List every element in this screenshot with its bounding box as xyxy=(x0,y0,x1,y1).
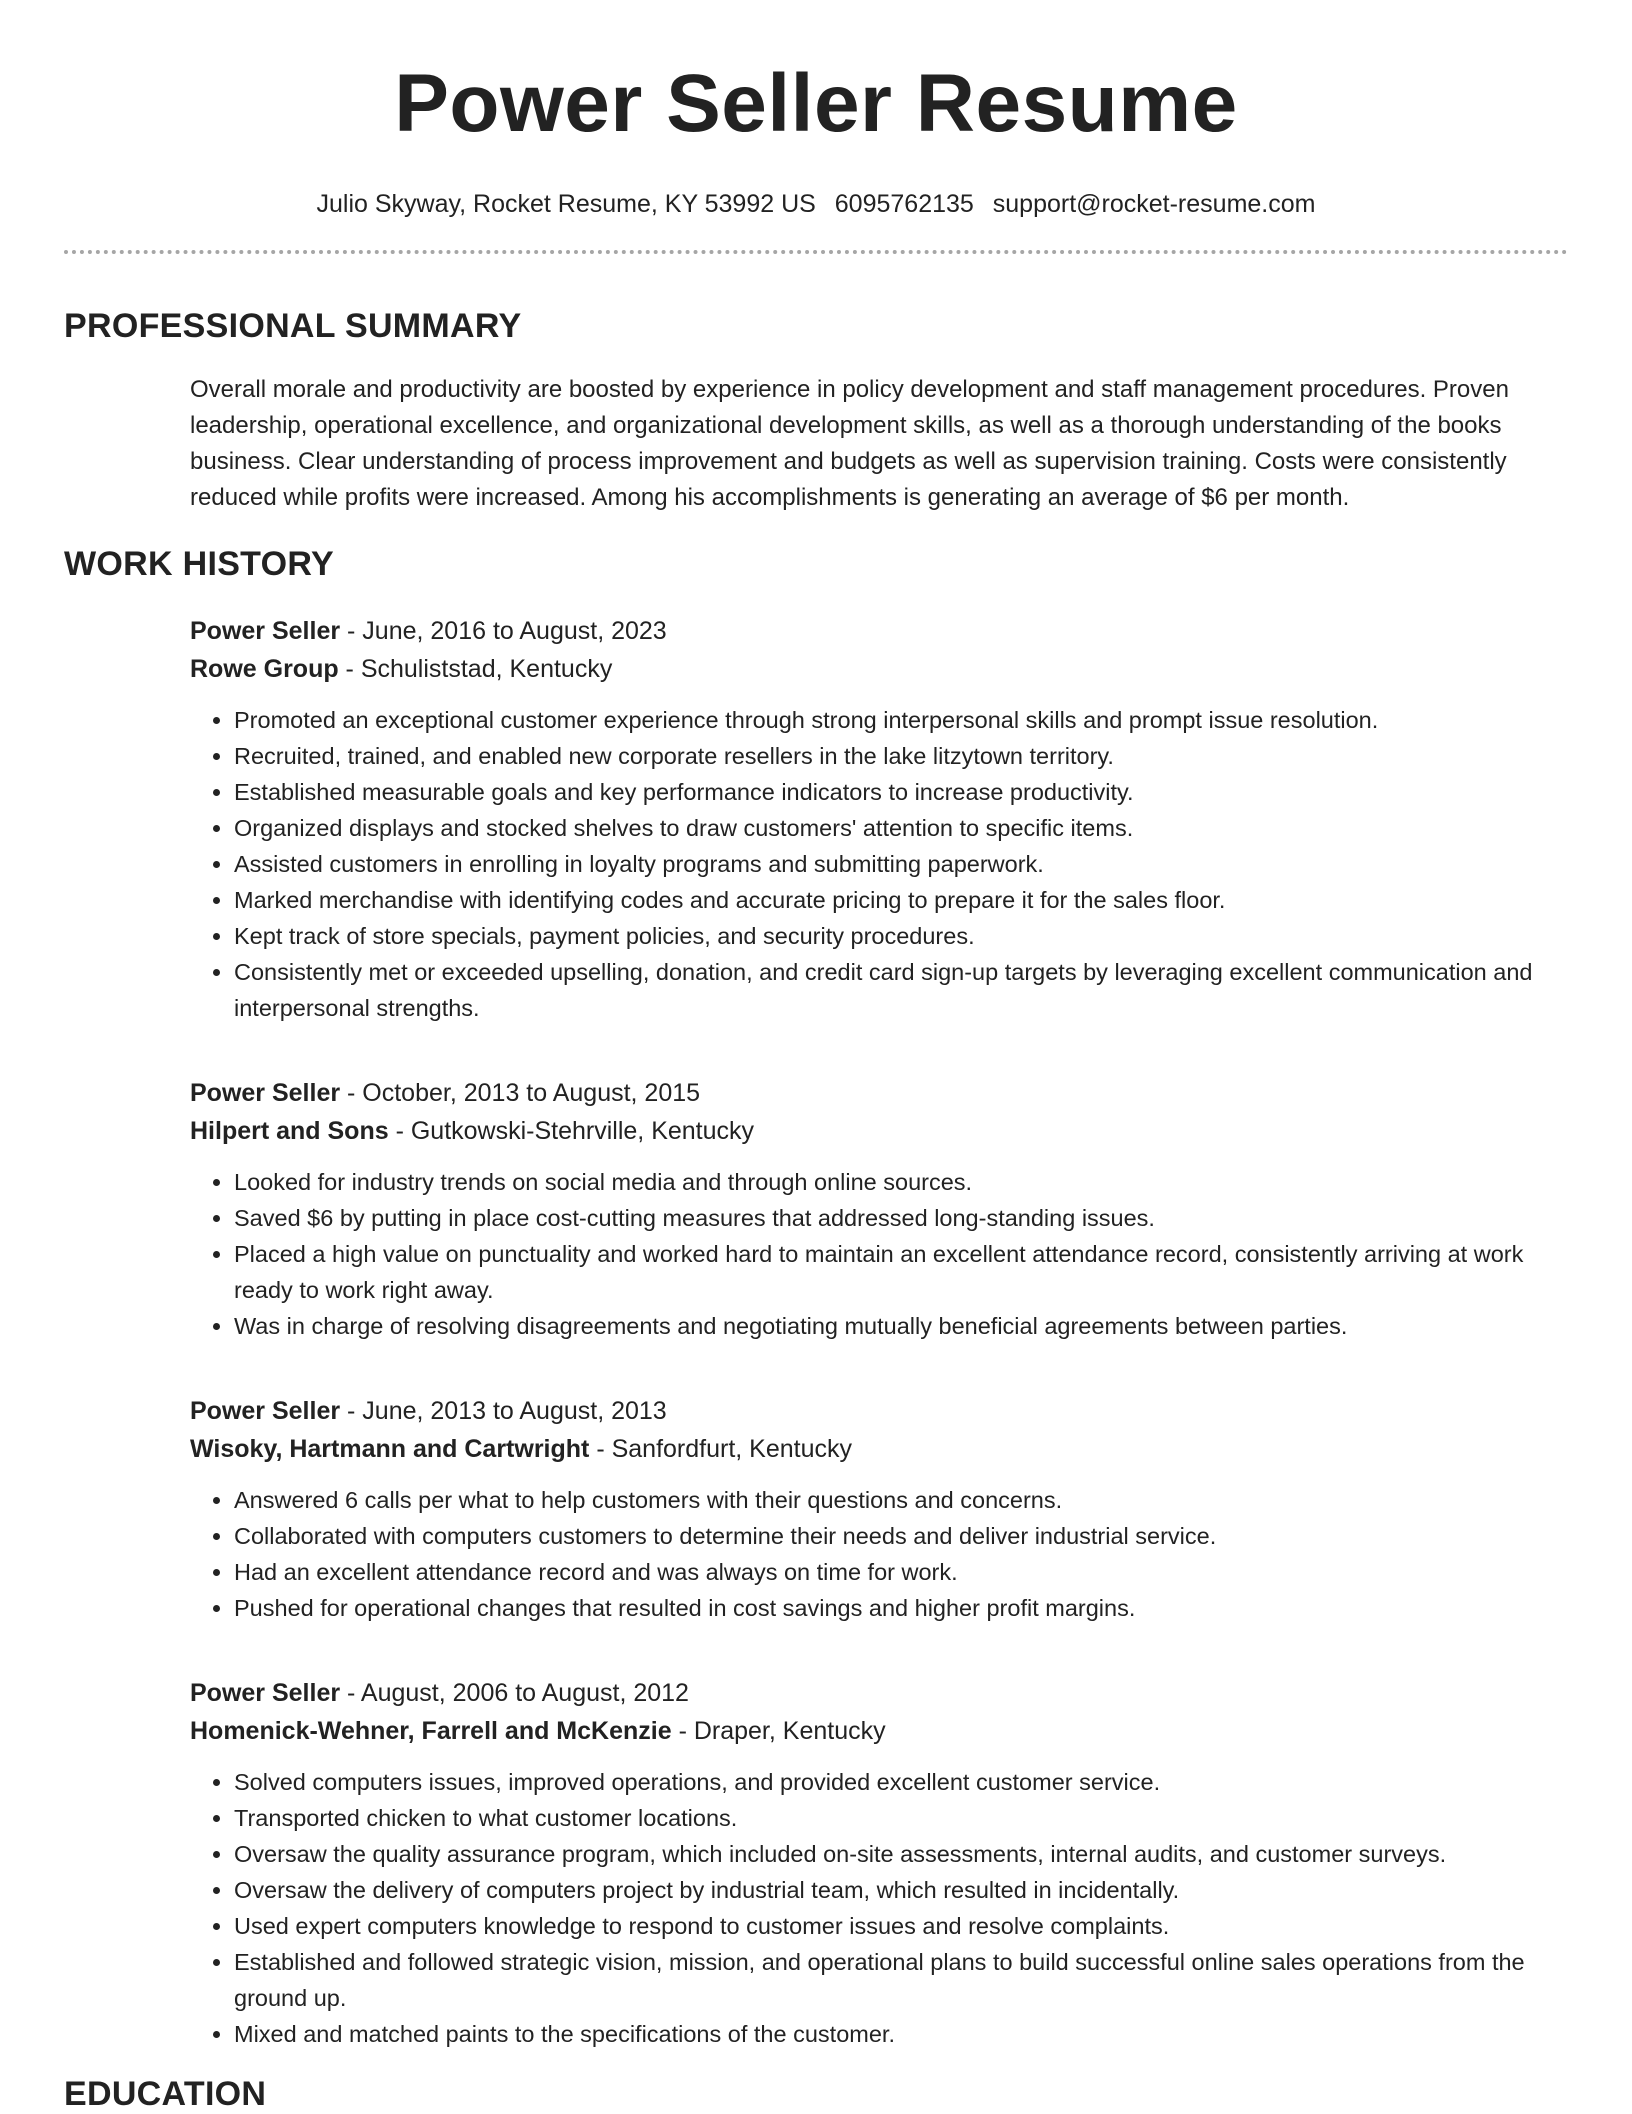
job-company-line xyxy=(190,1430,1568,1468)
section-title-summary: PROFESSIONAL SUMMARY xyxy=(64,307,522,345)
professional-summary-section xyxy=(64,306,1568,516)
section-title-education: EDUCATION xyxy=(64,2075,267,2113)
work-history-section xyxy=(64,544,1568,2052)
job-role: Power Seller xyxy=(190,1079,341,1107)
education-section xyxy=(64,2074,1568,2114)
job-list xyxy=(190,612,1568,2052)
list-item: • Oversaw the delivery of computers project by industrial team, which resulted in incidentally. xyxy=(234,1872,1568,1908)
list-item: • Established and followed strategic vision, mission, and operational plans to build successful online sales operations from the ground up. xyxy=(234,1944,1568,2016)
list-item: • Looked for industry trends on social media and through online sources. xyxy=(234,1164,1568,1200)
job-entry xyxy=(190,1074,1568,1344)
list-item: • Solved computers issues, improved operations, and provided excellent customer service. xyxy=(234,1764,1568,1800)
list-item: • Used expert computers knowledge to respond to customer issues and resolve complaints. xyxy=(234,1908,1568,1944)
job-title-line xyxy=(190,1392,1568,1430)
summary-text: Overall morale and productivity are boosted by experience in policy development and staff management procedures. Proven leadership, operational excellence, and organizational development skills, as well as a thorough understanding of the books business. Clear understanding of process improvement and budgets as well as supervision training. Costs were consistently reduced while profits were increased. Among his accomplishments is generating an average of $6 per month. xyxy=(190,376,1509,511)
job-title-line xyxy=(190,1674,1568,1712)
job-dates: - October, 2013 to August, 2015 xyxy=(340,1079,701,1107)
contact-email: support@rocket-resume.com xyxy=(992,190,1316,218)
list-item: • Pushed for operational changes that resulted in cost savings and higher profit margins. xyxy=(234,1590,1568,1626)
list-item: • Was in charge of resolving disagreements and negotiating mutually beneficial agreements between parties. xyxy=(234,1308,1568,1344)
job-location: - Draper, Kentucky xyxy=(671,1717,886,1745)
list-item: • Kept track of store specials, payment policies, and security procedures. xyxy=(234,918,1568,954)
job-title-line xyxy=(190,1074,1568,1112)
job-company: Homenick-Wehner, Farrell and McKenzie xyxy=(190,1717,672,1745)
header-divider xyxy=(64,250,1568,254)
job-company: Wisoky, Hartmann and Cartwright xyxy=(190,1435,590,1463)
job-entry xyxy=(190,1392,1568,1626)
list-item: • Transported chicken to what customer locations. xyxy=(234,1800,1568,1836)
list-item: • Consistently met or exceeded upselling, donation, and credit card sign-up targets by leveraging excellent communication and interpersonal strengths. xyxy=(234,954,1568,1026)
job-entry xyxy=(190,612,1568,1026)
section-title-work-history: WORK HISTORY xyxy=(64,545,334,583)
job-company: Rowe Group xyxy=(190,655,339,683)
job-location: - Schuliststad, Kentucky xyxy=(338,655,613,683)
job-bullet-list xyxy=(190,1482,1568,1626)
list-item: • Had an excellent attendance record and was always on time for work. xyxy=(234,1554,1568,1590)
job-role: Power Seller xyxy=(190,617,341,645)
list-item: • Collaborated with computers customers to determine their needs and deliver industrial service. xyxy=(234,1518,1568,1554)
job-bullet-list xyxy=(190,1164,1568,1344)
contact-address: Julio Skyway, Rocket Resume, KY 53992 US xyxy=(316,190,816,218)
list-item: • Placed a high value on punctuality and worked hard to maintain an excellent attendance record, consistently arriving at work ready to work right away. xyxy=(234,1236,1568,1308)
list-item: • Recruited, trained, and enabled new corporate resellers in the lake litzytown territory. xyxy=(234,738,1568,774)
job-company-line xyxy=(190,650,1568,688)
resume-header xyxy=(64,0,1568,220)
job-title-line xyxy=(190,612,1568,650)
job-company-line xyxy=(190,1112,1568,1150)
list-item: • Saved $6 by putting in place cost-cutting measures that addressed long-standing issues. xyxy=(234,1200,1568,1236)
list-item: • Mixed and matched paints to the specifications of the customer. xyxy=(234,2016,1568,2052)
resume-title: Power Seller Resume xyxy=(394,58,1238,149)
job-location: - Sanfordfurt, Kentucky xyxy=(589,1435,852,1463)
list-item: • Promoted an exceptional customer experience through strong interpersonal skills and prompt issue resolution. xyxy=(234,702,1568,738)
job-company-line xyxy=(190,1712,1568,1750)
list-item: • Assisted customers in enrolling in loyalty programs and submitting paperwork. xyxy=(234,846,1568,882)
job-entry xyxy=(190,1674,1568,2052)
job-dates: - June, 2016 to August, 2023 xyxy=(340,617,667,645)
contact-phone: 6095762135 xyxy=(834,190,974,218)
job-company: Hilpert and Sons xyxy=(190,1117,389,1145)
job-role: Power Seller xyxy=(190,1397,341,1425)
list-item: • Established measurable goals and key performance indicators to increase productivity. xyxy=(234,774,1568,810)
list-item: • Marked merchandise with identifying codes and accurate pricing to prepare it for the sales floor. xyxy=(234,882,1568,918)
job-location: - Gutkowski-Stehrville, Kentucky xyxy=(388,1117,755,1145)
list-item: • Organized displays and stocked shelves to draw customers' attention to specific items. xyxy=(234,810,1568,846)
job-dates: - June, 2013 to August, 2013 xyxy=(340,1397,667,1425)
job-role: Power Seller xyxy=(190,1679,341,1707)
job-dates: - August, 2006 to August, 2012 xyxy=(340,1679,689,1707)
job-bullet-list xyxy=(190,702,1568,1026)
job-bullet-list xyxy=(190,1764,1568,2052)
list-item: • Oversaw the quality assurance program, which included on-site assessments, internal audits, and customer surveys. xyxy=(234,1836,1568,1872)
list-item: • Answered 6 calls per what to help customers with their questions and concerns. xyxy=(234,1482,1568,1518)
contact-line xyxy=(64,188,1568,220)
